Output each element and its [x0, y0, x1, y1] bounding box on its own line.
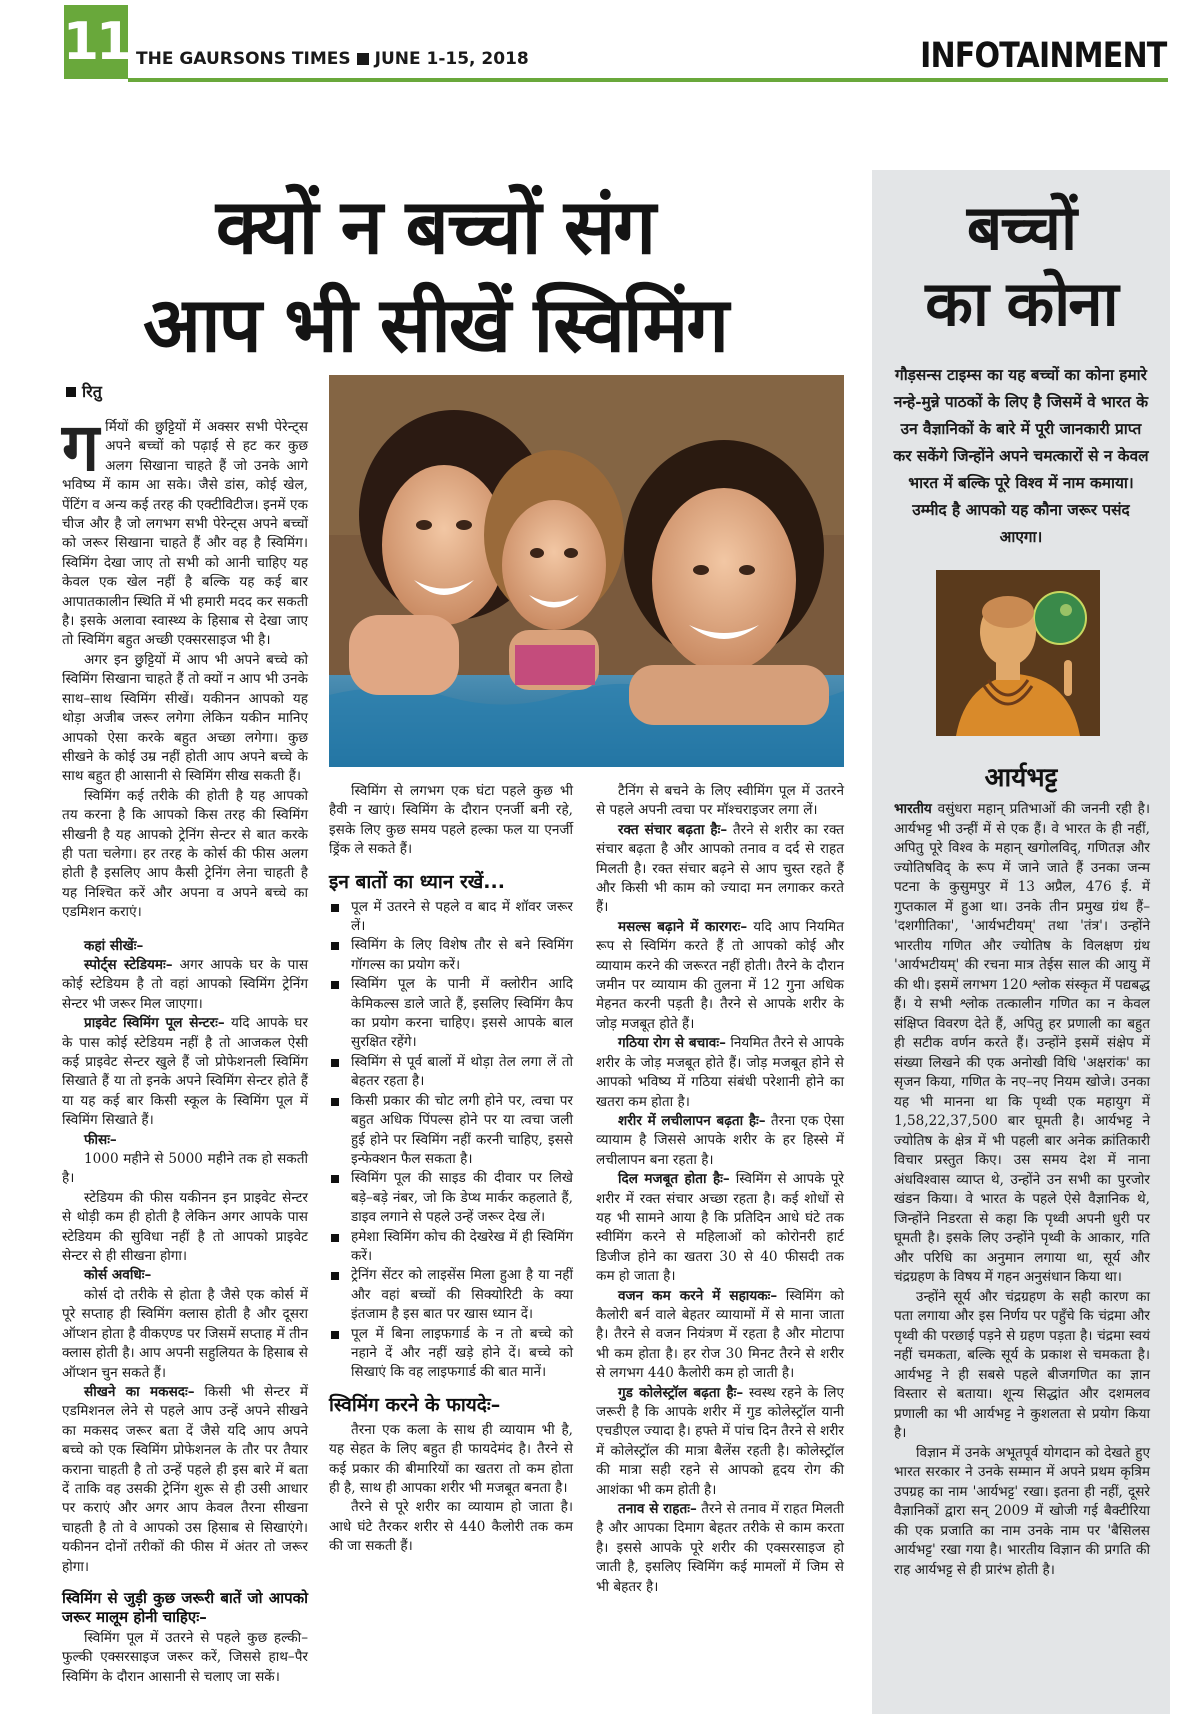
benefit-text: यदि आप नियमित रूप से स्विमिंग करते हैं तो आपको कोई और व्यायाम करने की जरूरत नहीं होती। तैरने के दौरान जमीन पर व्यायाम की तुलना में 12 गुना अधिक मेहनत करनी पड़ती है। तैरने से आपके शरीर के जोड़ मजबूत होते हैं।	[596, 918, 845, 1032]
benefit-text: तैरने से तनाव में राहत मिलती है और आपका दिमाग बेहतर तरीके से काम करता है। इससे आपके पूरे शरीर की एक्सरसाइज हो जाती है, इसलिए स्विमिंग कई मामलों में जिम से भी बेहतर है।	[596, 1501, 844, 1595]
family-swimming-photo	[329, 375, 844, 767]
benefit-label: तनाव से राहतः–	[618, 1501, 697, 1518]
paragraph: स्विमिंग से लगभग एक घंटा पहले कुछ भी हैवी न खाएं। स्विमिंग के दौरान एनर्जी बनी रहे, इसके लिए कुछ समय पहले हल्का फल या एनर्जी ड्रिंक ले सकते हैं।	[329, 783, 573, 858]
benefit-item	[596, 1287, 844, 1384]
benefit-text: स्विमिंग को कैलोरी बर्न वाले बेहतर व्यायामों में से माना जाता है। तैरने से वजन नियंत्रण में रहता है और मोटापा भी कम होता है। हर रोज 30 मिनट तैरने से शरीर से लगभग 440 कैलोरी कम हो जाती है।	[596, 1287, 845, 1382]
benefit-item	[596, 1384, 844, 1500]
paragraph: स्विमिंग पूल में उतरने से पहले कुछ हल्की–फुल्की एक्सरसाइज जरूर करें, जिससे हाथ–पैर स्विमिंग के दौरान आसानी से चलाए जा सकें।	[62, 1629, 308, 1685]
where-to-learn-heading: कहां सीखेंः–	[84, 937, 144, 954]
benefit-text: स्वस्थ रहने के लिए जरूरी है कि आपके शरीर में गुड कोलेस्ट्रॉल यानी एचडीएल ज्यादा है। हफ्ते में पांच दिन तैरने से शरीर में कोलेस्ट्रॉल की मात्रा बैलेंस रहती है। कोलेस्ट्रॉल की मात्रा सही रहने से आपको हृदय रोग की आशंका भी कम होती है।	[596, 1384, 845, 1498]
benefit-item	[596, 1112, 844, 1170]
header-rule	[128, 78, 1168, 82]
benefit-label: मसल्स बढ़ाने में कारगरः–	[618, 918, 748, 935]
paragraph: स्विमिंग कई तरीके की होती है यह आपको तय करना है कि आपको किस तरह की स्विमिंग सीखनी है यह आपको ट्रेनिंग सेन्टर से बात करके ही पता चलेगा। हर तरह के कोर्स की फीस अलग होती है इसलिए आप कैसी ट्रेनिंग लेना चाहती है यह निश्चित करें और अपना व अपने बच्चे का एडमिशन कराएं।	[62, 787, 308, 921]
list-item: स्विमिंग पूल की साइड की दीवार पर लिखे बड़े–बड़े नंबर, जो कि डेप्थ मार्कर कहलाते हैं, डाइव लगाने से पहले उन्हें जरूर देख लें।	[329, 1169, 573, 1227]
paragraph: 1000 महीने से 5000 महीने तक हो सकती है।	[62, 1151, 308, 1187]
benefit-item	[596, 1034, 844, 1112]
paragraph: अगर इन छुट्टियों में आप भी अपने बच्चे को स्विमिंग सिखाना चाहते हैं तो क्यों न आप भी उनके साथ–साथ स्विमिंग सीखें। यकीनन आपको यह थोड़ा अजीब जरूर लगेगा लेकिन यकीन मानिए आपको ऐसा करके बहुत अच्छा लगेगा। कुछ सीखने के कोई उम्र नहीं होती आप अपने बच्चे के साथ बहुत ही आसानी से स्विमिंग सीख सकती हैं।	[62, 651, 308, 785]
benefit-text: स्विमिंग से आपके पूरे शरीर में रक्त संचार अच्छा रहता है। कई शोधों से यह भी सामने आया है कि प्रतिदिन आधे घंटे तक स्वीमिंग करने से महिलाओं को कोरोनरी हार्ट डिजीज होने का खतरा 30 से 40 फीसदी तक कम हो जाता है।	[596, 1171, 844, 1285]
paragraph: तैरने से पूरे शरीर का व्यायाम हो जाता है। आधे घंटे तैरकर शरीर से 440 कैलोरी तक कम की जा सकती हैं।	[329, 1499, 573, 1555]
list-item: स्विमिंग के लिए विशेष तौर से बने स्विमिंग गॉगल्स का प्रयोग करें।	[329, 936, 573, 975]
article-column-1	[62, 409, 309, 1687]
benefit-item	[596, 821, 844, 918]
inline-text: यदि आपके घर के पास कोई स्टेडियम नहीं है तो आजकल ऐसी कई प्राइवेट सेन्टर खुले हैं जो प्रोफेशनली स्विमिंग सिखाते हैं या तो इनके अपने स्विमिंग सेन्टर होते हैं या यह कई बार किसी स्कूल के स्विमिंग पूल में स्विमिंग सिखाते हैं।	[62, 1015, 308, 1129]
paragraph: कोर्स दो तरीके से होता है जैसे एक कोर्स में पूरे सप्ताह ही स्विमिंग क्लास होती है और दूसरा ऑप्शन होता है वीकएण्ड पर जिसमें सप्ताह में तीन क्लास होती है। आप अपनी सहुलियत के हिसाब से ऑप्शन चुन सकते हैं।	[62, 1286, 308, 1381]
paragraph: स्टेडियम की फीस यकीनन इन प्राइवेट सेन्टर से थोड़ी कम ही होती है लेकिन अगर आपके पास स्टेडियम की सुविधा नहीं है तो आपको प्राइवेट सेन्टर से ही सीखना होगा।	[62, 1189, 308, 1265]
paragraph: विज्ञान में उनके अभूतपूर्व योगदान को देखते हुए भारत सरकार ने उनके सम्मान में अपने प्रथम कृत्रिम उपग्रह का नाम 'आर्यभट्ट' रखा। इतना ही नहीं, दूसरे वैज्ञानिकों द्वारा सन् 2009 में खोजी गई बैक्टीरिया की एक प्रजाति का नाम उनके नाम पर 'बैसिलस आर्यभट्ट' रखा गया है। भारतीय विज्ञान की प्रगति की राह आर्यभट्ट से ही प्रारंभ होती है।	[894, 1444, 1150, 1578]
list-item: किसी प्रकार की चोट लगी होने पर, त्वचा पर बहुत अधिक पिंपल्स होने पर या त्वचा जली हुई होने पर स्विमिंग नहीं करनी चाहिए, इससे इन्फेक्शन फैल सकता है।	[329, 1092, 573, 1170]
aryabhata-portrait	[936, 570, 1100, 736]
benefit-label: शरीर में लचीलापन बढ़ता हैः–	[618, 1112, 766, 1129]
benefit-label: गठिया रोग से बचावः–	[618, 1035, 726, 1052]
sidebar-title	[872, 190, 1170, 342]
inline-text: अगर आपके घर के पास कोई स्टेडियम है तो वहां आपको स्विमिंग ट्रेनिंग सेन्टर भी जरूर मिल जाएगा।	[62, 956, 309, 1012]
paragraph: टैनिंग से बचने के लिए स्वीमिंग पूल में उतरने से पहले अपनी त्वचा पर मॉश्चराइजर लगा लें।	[596, 783, 844, 819]
headline	[120, 178, 750, 374]
scientist-name: आर्यभट्ट	[984, 763, 1058, 793]
page-number: 11	[64, 5, 128, 79]
benefit-text: नियमित तैरने से आपके शरीर के जोड़ मजबूत होते हैं। जोड़ मजबूत होने से आपको भविष्य में गठिया संबंधी परेशानी होने का खतरा कम होता है।	[596, 1035, 844, 1110]
headline-line-1: क्यों न बच्चों संग	[215, 182, 655, 271]
list-item: स्विमिंग से पूर्व बालों में थोड़ा तेल लगा लें तो बेहतर रहता है।	[329, 1053, 573, 1092]
list-item: पूल में बिना लाइफगार्ड के न तो बच्चे को नहाने दें और नहीं खड़े होने दें। बच्चे को सिखाएं कि वह लाइफगार्ड की बात मानें।	[329, 1325, 573, 1383]
sidebar-intro: गौड़सन्स टाइम्स का यह बच्चों का कोना हमारे नन्हे-मुन्ने पाठकों के लिए है जिसमें वे भारत के उन वैज्ञानिकों के बारे में पूरी जानकारी प्राप्त कर सकेंगे जिन्होंने अपने चमत्कारों से न केवल भारत में बल्कि पूरे विश्व में नाम कमाया। उम्मीद है आपको यह कौना जरूर पसंद आएगा।	[893, 366, 1149, 546]
sidebar-body	[894, 800, 1150, 1580]
issue-date: JUNE 1-15, 2018	[374, 49, 529, 69]
benefit-label: वजन कम करने में सहायकः–	[618, 1287, 778, 1304]
masthead-title: THE GAURSONS TIMES	[136, 49, 351, 69]
benefit-item	[596, 1500, 844, 1597]
headline-line-2: आप भी सीखें स्विमिंग	[143, 280, 727, 369]
paragraph: उन्होंने सूर्य और चंद्रग्रहण के सही कारण का पता लगाया और इस निर्णय पर पहुँचे कि चंद्रमा और पृथ्वी की परछाई पड़ने से ग्रहण पड़ता है। चंद्रमा स्वयं नहीं चमकता, बल्कि सूर्य के प्रकाश से चमकता है। आर्यभट्ट ने ही सबसे पहले बीजगणित का ज्ञान विस्तार से बताया। शून्य सिद्धांत और दशमलव प्रणाली का भी आर्यभट्ट ने कुशलता से प्रयोग किया है।	[894, 1288, 1150, 1441]
author-name: रितु	[82, 382, 102, 401]
benefit-item	[596, 1170, 844, 1286]
photo-illustration	[329, 375, 844, 767]
duration-heading: कोर्स अवधिः–	[84, 1267, 152, 1284]
section-label: INFOTAINMENT	[919, 36, 1166, 76]
benefit-label: रक्त संचार बढ़ता हैः–	[618, 821, 728, 838]
inline-label: सीखने का मकसदः–	[84, 1383, 195, 1400]
sidebar-title-line-2: का कोना	[925, 267, 1117, 340]
tips-heading: इन बातों का ध्यान रखें...	[329, 870, 505, 893]
lead-word: भारतीय	[894, 801, 932, 817]
benefit-label: गुड कोलेस्ट्रॉल बढ़ता हैः–	[618, 1384, 744, 1401]
dropcap: ग	[62, 409, 100, 486]
inline-label: प्राइवेट स्विमिंग पूल सेन्टरः–	[84, 1015, 225, 1032]
benefit-text: तैरना एक ऐसा व्यायाम है जिससे आपके शरीर के हर हिस्से में लचीलापन बना रहता है।	[596, 1112, 844, 1168]
benefit-label: दिल मजबूत होता हैः–	[618, 1171, 730, 1188]
article-column-2	[329, 782, 573, 1557]
masthead	[136, 49, 529, 69]
paragraph: र्मियों की छुट्टियों में अक्सर सभी पेरेन्ट्स अपने बच्चों को पढ़ाई से हट कर कुछ अलग सिखाना चाहते हैं जो उनके आगे भविष्य में काम आ सके। जैसे डांस, कोई खेल, पेंटिंग व अन्य कई तरह की एक्टीविटीज। इनमें एक चीज और है जो लगभग सभी पेरेन्ट्स अपने बच्चों को जरूर सिखाना चाहते हैं और वह है स्विमिंग। स्विमिंग देखा जाए तो सभी को आनी चाहिए यह केवल एक खेल नहीं है बल्कि यह कई बार आपातकालीन स्थिति में भी हमारी मदद कर सकती है। इसके अलावा स्वास्थ्य के हिसाब से देखा जाए तो स्विमिंग बहुत अच्छी एक्सरसाइज भी है।	[62, 419, 308, 649]
list-item: पूल में उतरने से पहले व बाद में शॉवर जरूर लें।	[329, 898, 573, 937]
fees-heading: फीसः–	[84, 1131, 117, 1148]
sidebar-title-line-1: बच्चों	[966, 191, 1076, 264]
important-heading: स्विमिंग से जुड़ी कुछ जरूरी बातें जो आपको जरूर मालूम होनी चाहिएः–	[62, 1588, 308, 1626]
square-bullet-icon	[357, 53, 369, 65]
inline-text: किसी भी सेन्टर में एडमिशनल लेने से पहले आप उन्हें अपने सीखने का मकसद जरूर बता दें जैसे यदि आप अपने बच्चे को एक स्विमिंग प्रोफेशनल के तौर पर तैयार कराना चाहती है तो उन्हें पहले ही इस बारे में बता दें ताकि वह उसकी ट्रेनिंग शुरू से ही उसी आधार पर कराएं और अगर आप केवल तैरना सीखना चाहती है तो वे आपको उस हिसाब से सिखाएंगे। यकीनन दोनों तरीकों की फीस में अंतर तो जरूर होगा।	[62, 1383, 308, 1575]
article-column-3	[596, 782, 844, 1597]
paragraph	[62, 1383, 308, 1577]
inline-text: वसुंधरा महान् प्रतिभाओं की जननी रही है। आर्यभट्ट भी उन्हीं में से एक हैं। वे भारत के ही नहीं, अपितु पूरे विश्व के महान् खगोलविद्, गणितज्ञ और ज्योतिषविद् के रूप में जाने जाते हैं उनका जन्म पटना के कुसुमपुर में 13 अप्रैल, 476 ई. में गुप्तकाल में हुआ था। उनके तीन प्रमुख ग्रंथ हैं– 'दशगीतिका', 'आर्यभटीयम्' तथा 'तंत्र'। उन्होंने भारतीय गणित और ज्योतिष के विलक्षण ग्रंथ 'आर्यभटीयम्' की रचना मात्र तेईस साल की आयु में की थी। इसमें लगभग 120 श्लोक संस्कृत में पद्यबद्ध हैं। ये सभी श्लोक तत्कालीन गणित का न केवल संक्षिप्त विवरण देते हैं, अपितु हर प्रणाली का बहुत ही सटीक वर्णन करते हैं। उन्होंने इसमें संक्षेप में संख्या लिखने की एक अनोखी विधि 'अक्षरांक' का सृजन किया, गणित के नए–नए नियम खोजे। उनका यह भी मानना था कि पृथ्वी एक महायुग में 1,58,22,37,500 बार घूमती है। आर्यभट्ट ने ज्योतिष के क्षेत्र में भी पहली बार अनेक क्रांतिकारी विचार प्रस्तुत किए। उस समय देश में नाना अंधविश्वास व्याप्त थे, उन्होंने उन सभी का पुरजोर खंडन किया। वे भारत के पहले ऐसे वैज्ञानिक थे, जिन्होंने निडरता से कहा कि पृथ्वी अपनी धुरी पर घूमती है। इसके लिए उन्होंने पृथ्वी के आकार, गति और परिधि का अनुमान लगाया था, सूर्य और चंद्रग्रहण के विषय में गहन अनुसंधान किया था।	[894, 801, 1151, 1285]
list-item: ट्रेनिंग सेंटर को लाइसेंस मिला हुआ है या नहीं और वहां बच्चों की सिक्योरिटी के क्या इंतजाम है इस बात पर खास ध्यान दें।	[329, 1266, 573, 1324]
portrait-illustration	[936, 570, 1100, 736]
benefit-item	[596, 918, 844, 1034]
paragraph: तैरना एक कला के साथ ही व्यायाम भी है, यह सेहत के लिए बहुत ही फायदेमंद है। तैरने से कई प्रकार की बीमारियों का खतरा तो कम होता ही है, साथ ही आपका शरीर भी मजबूत बनता है।	[329, 1421, 573, 1496]
kids-corner-sidebar	[872, 170, 1170, 1714]
tips-list	[329, 898, 573, 1383]
benefit-text: तैरने से शरीर का रक्त संचार बढ़ता है और आपको तनाव व दर्द से राहत मिलती है। रक्त संचार बढ़ने से आप चुस्त रहते हैं और किसी भी काम को ज्यादा मन लगाकर करते हैं।	[596, 821, 845, 916]
paragraph	[62, 956, 308, 1014]
paragraph	[62, 1014, 308, 1130]
inline-label: स्पोर्ट्स स्टेडियमः–	[84, 956, 173, 973]
list-item: हमेशा स्विमिंग कोच की देखरेख में ही स्विमिंग करें।	[329, 1228, 573, 1267]
square-bullet-icon	[66, 387, 76, 397]
author-byline	[66, 380, 102, 402]
benefits-heading: स्विमिंग करने के फायदेः–	[329, 1393, 501, 1416]
paragraph	[894, 800, 1150, 1288]
list-item: स्विमिंग पूल के पानी में क्लोरीन आदि केमिकल्स डाले जाते हैं, इसलिए स्विमिंग कैप का प्रयोग करना चाहिए। इससे आपके बाल सुरक्षित रहेंगे।	[329, 975, 573, 1053]
